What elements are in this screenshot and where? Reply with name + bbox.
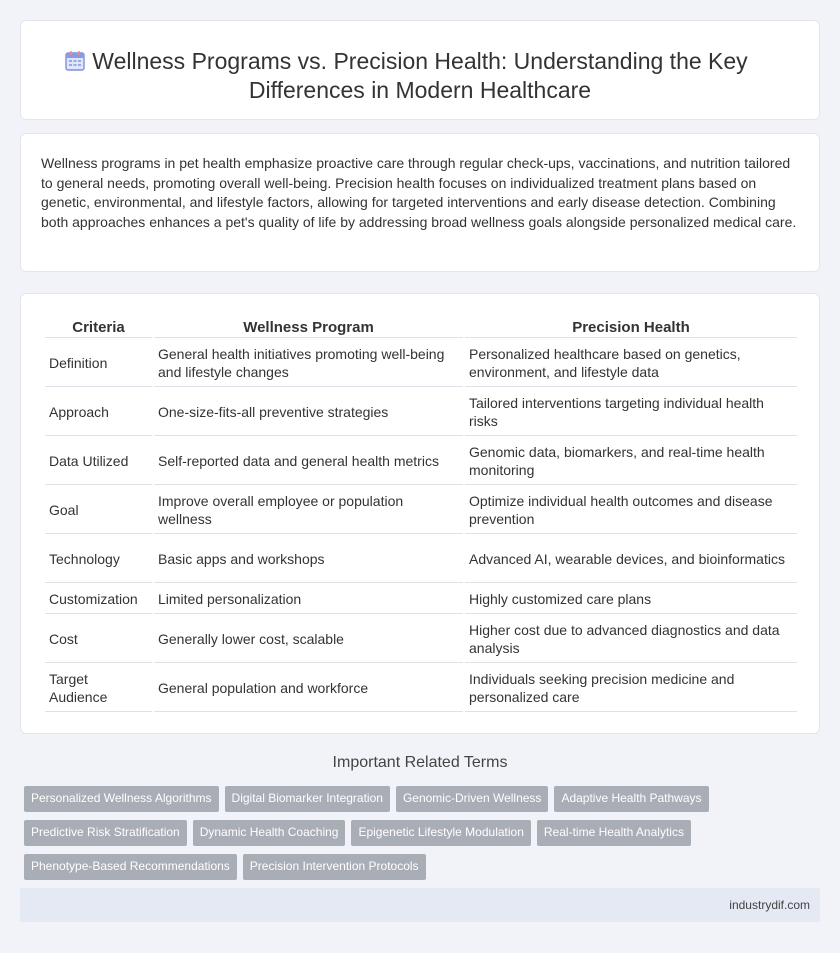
table-row <box>45 389 797 436</box>
related-term-tag[interactable]: Genomic-Driven Wellness <box>396 786 549 812</box>
table-header-row <box>45 318 797 338</box>
cell-criteria: Target Audience <box>45 665 152 712</box>
header-criteria: Criteria <box>45 318 152 338</box>
cell-wellness: One-size-fits-all preventive strategies <box>154 389 463 436</box>
related-terms-list <box>24 786 784 888</box>
cell-precision: Higher cost due to advanced diagnostics and data analysis <box>465 616 797 663</box>
related-term-tag[interactable]: Phenotype-Based Recommendations <box>24 854 237 880</box>
cell-wellness: General population and workforce <box>154 665 463 712</box>
related-term-tag[interactable]: Digital Biomarker Integration <box>225 786 390 812</box>
table-row <box>45 438 797 485</box>
cell-criteria: Customization <box>45 585 152 614</box>
header-precision: Precision Health <box>465 318 797 338</box>
table-row <box>45 616 797 663</box>
table-row <box>45 487 797 534</box>
cell-criteria: Cost <box>45 616 152 663</box>
cell-precision: Highly customized care plans <box>465 585 797 614</box>
related-term-tag[interactable]: Predictive Risk Stratification <box>24 820 187 846</box>
header-wellness: Wellness Program <box>154 318 463 338</box>
related-term-tag[interactable]: Adaptive Health Pathways <box>554 786 708 812</box>
cell-criteria: Data Utilized <box>45 438 152 485</box>
comparison-card <box>20 293 820 734</box>
related-term-tag[interactable]: Precision Intervention Protocols <box>243 854 426 880</box>
related-terms-title: Important Related Terms <box>332 754 508 771</box>
cell-wellness: Improve overall employee or population wellness <box>154 487 463 534</box>
related-term-tag[interactable]: Real-time Health Analytics <box>537 820 691 846</box>
cell-criteria: Goal <box>45 487 152 534</box>
cell-precision: Tailored interventions targeting individual health risks <box>465 389 797 436</box>
related-term-tag[interactable]: Dynamic Health Coaching <box>193 820 346 846</box>
intro-card <box>20 133 820 272</box>
cell-criteria: Approach <box>45 389 152 436</box>
related-term-tag[interactable]: Epigenetic Lifestyle Modulation <box>351 820 530 846</box>
page-title: Wellness Programs vs. Precision Health: Understanding the Key Differences in Modern Healthcare <box>92 48 748 103</box>
table-row <box>45 585 797 614</box>
intro-paragraph: Wellness programs in pet health emphasize proactive care through regular check-ups, vaccinations, and nutrition tailored to general needs, promoting overall well-being. Precision health focuses on individualized treatment plans based on genetic, environmental, and lifestyle factors, allowing for targeted interventions and early disease detection. Combining both approaches enhances a pet's quality of life by addressing broad wellness goals alongside personalized medical care. <box>41 155 797 230</box>
related-term-tag[interactable]: Personalized Wellness Algorithms <box>24 786 219 812</box>
title-card <box>20 20 820 120</box>
cell-precision: Optimize individual health outcomes and disease prevention <box>465 487 797 534</box>
footer-site-name[interactable]: industrydif.com <box>729 898 810 912</box>
cell-precision: Genomic data, biomarkers, and real-time health monitoring <box>465 438 797 485</box>
cell-criteria: Definition <box>45 340 152 387</box>
cell-wellness: Basic apps and workshops <box>154 536 463 583</box>
cell-wellness: Limited personalization <box>154 585 463 614</box>
table-row <box>45 340 797 387</box>
cell-wellness: Generally lower cost, scalable <box>154 616 463 663</box>
cell-precision: Advanced AI, wearable devices, and bioinformatics <box>465 536 797 583</box>
footer <box>20 888 820 922</box>
table-row <box>45 665 797 712</box>
cell-wellness: Self-reported data and general health metrics <box>154 438 463 485</box>
comparison-table <box>43 316 799 714</box>
cell-precision: Individuals seeking precision medicine and personalized care <box>465 665 797 712</box>
cell-criteria: Technology <box>45 536 152 583</box>
cell-precision: Personalized healthcare based on genetics, environment, and lifestyle data <box>465 340 797 387</box>
table-row <box>45 536 797 583</box>
cell-wellness: General health initiatives promoting well-being and lifestyle changes <box>154 340 463 387</box>
